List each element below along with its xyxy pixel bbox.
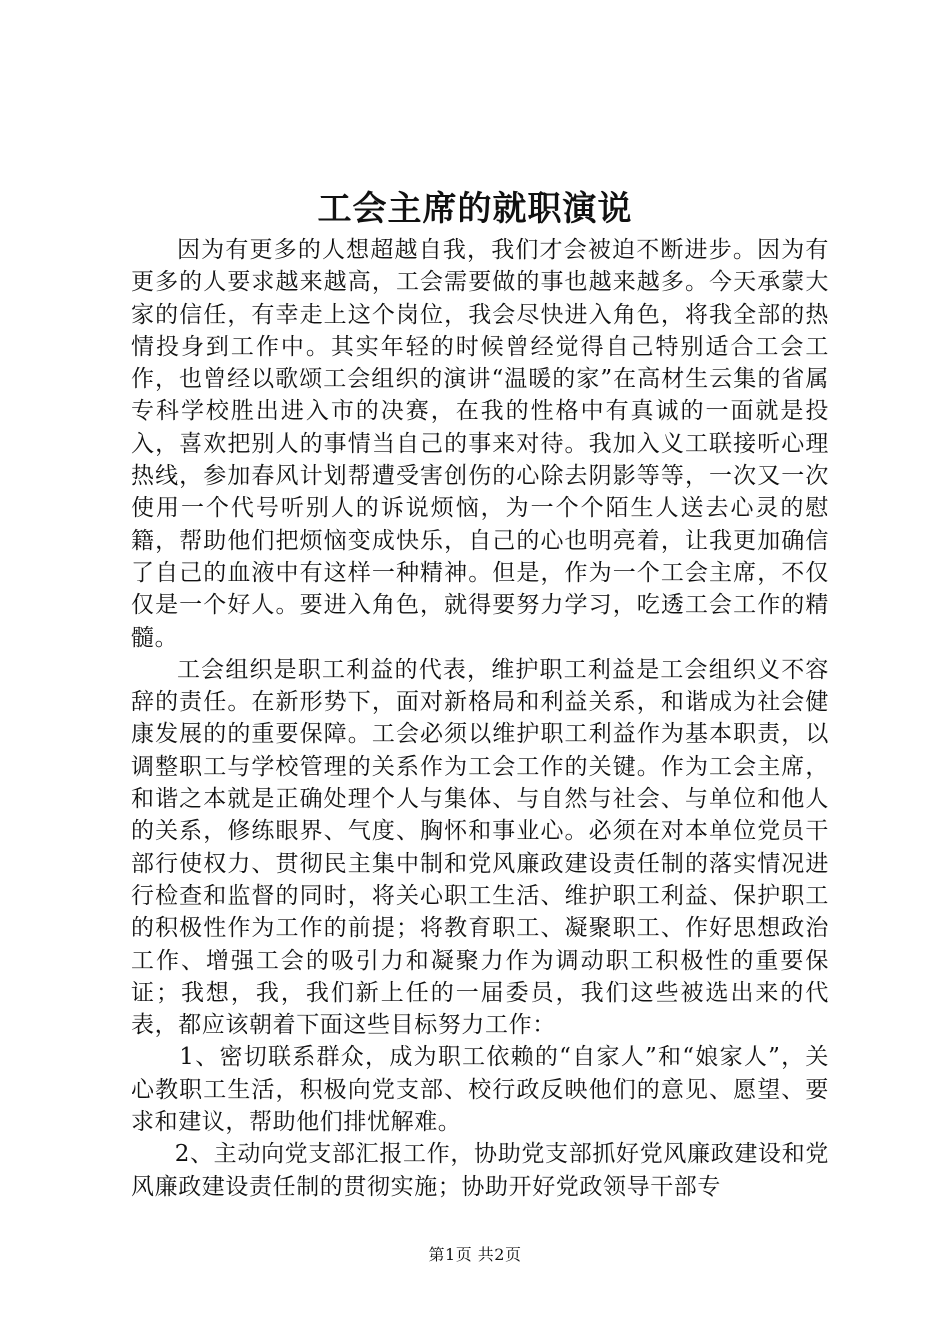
paragraph-2: 工会组织是职工利益的代表，维护职工利益是工会组织义不容辞的责任。在新形势下，面对新格局和利益关系，和谐成为社会健康发展的的重要保障。工会必须以维护职工利益作为基本职责，以调整职工与学校管理的关系作为工会工作的关键。作为工会主席，和谐之本就是正确处理个人与集体、与自然与社会、与单位和他人的关系，修练眼界、气度、胸怀和事业心。必须在对本单位党员干部行使权力、贯彻民主集中制和党风廉政建设责任制的落实情况进行检查和监督的同时，将关心职工生活、维护职工利益、保护职工的积极性作为工作的前提；将教育职工、凝聚职工、作好思想政治工作、增强工会的吸引力和凝聚力作为调动职工积极性的重要保证；我想，我，我们新上任的一届委员，我们这些被选出来的代表，都应该朝着下面这些目标努力工作： (131, 656, 829, 1039)
page-footer: 第1页 共2页 (428, 1245, 522, 1264)
document-title: 工会主席的就职演说 (317, 189, 633, 229)
document-body (131, 234, 829, 1203)
list-item-2: 2、主动向党支部汇报工作，协助党支部抓好党风廉政建设和党风廉政建设责任制的贯彻实施；协助开好党政领导干部专 (131, 1141, 829, 1200)
list-item-1: 1、密切联系群众，成为职工依赖的“自家人”和“娘家人”，关心教职工生活，积极向党支部、校行政反映他们的意见、愿望、要求和建议，帮助他们排忧解难。 (131, 1044, 829, 1136)
paragraph-1: 因为有更多的人想超越自我，我们才会被迫不断进步。因为有更多的人要求越来越高，工会需要做的事也越来越多。今天承蒙大家的信任，有幸走上这个岗位，我会尽快进入角色，将我全部的热情投身到工作中。其实年轻的时候曾经觉得自己特别适合工会工作，也曾经以歌颂工会组织的演讲“温暖的家”在高材生云集的省属专科学校胜出进入市的决赛，在我的性格中有真诚的一面就是投入，喜欢把别人的事情当自己的事来对待。我加入义工联接听心理热线，参加春风计划帮遭受害创伤的心除去阴影等等，一次又一次使用一个代号听别人的诉说烦恼，为一个个陌生人送去心灵的慰籍，帮助他们把烦恼变成快乐，自己的心也明亮着，让我更加确信了自己的血液中有这样一种精神。但是，作为一个工会主席，不仅仅是一个好人。要进入角色，就得要努力学习，吃透工会工作的精髓。 (131, 237, 829, 651)
